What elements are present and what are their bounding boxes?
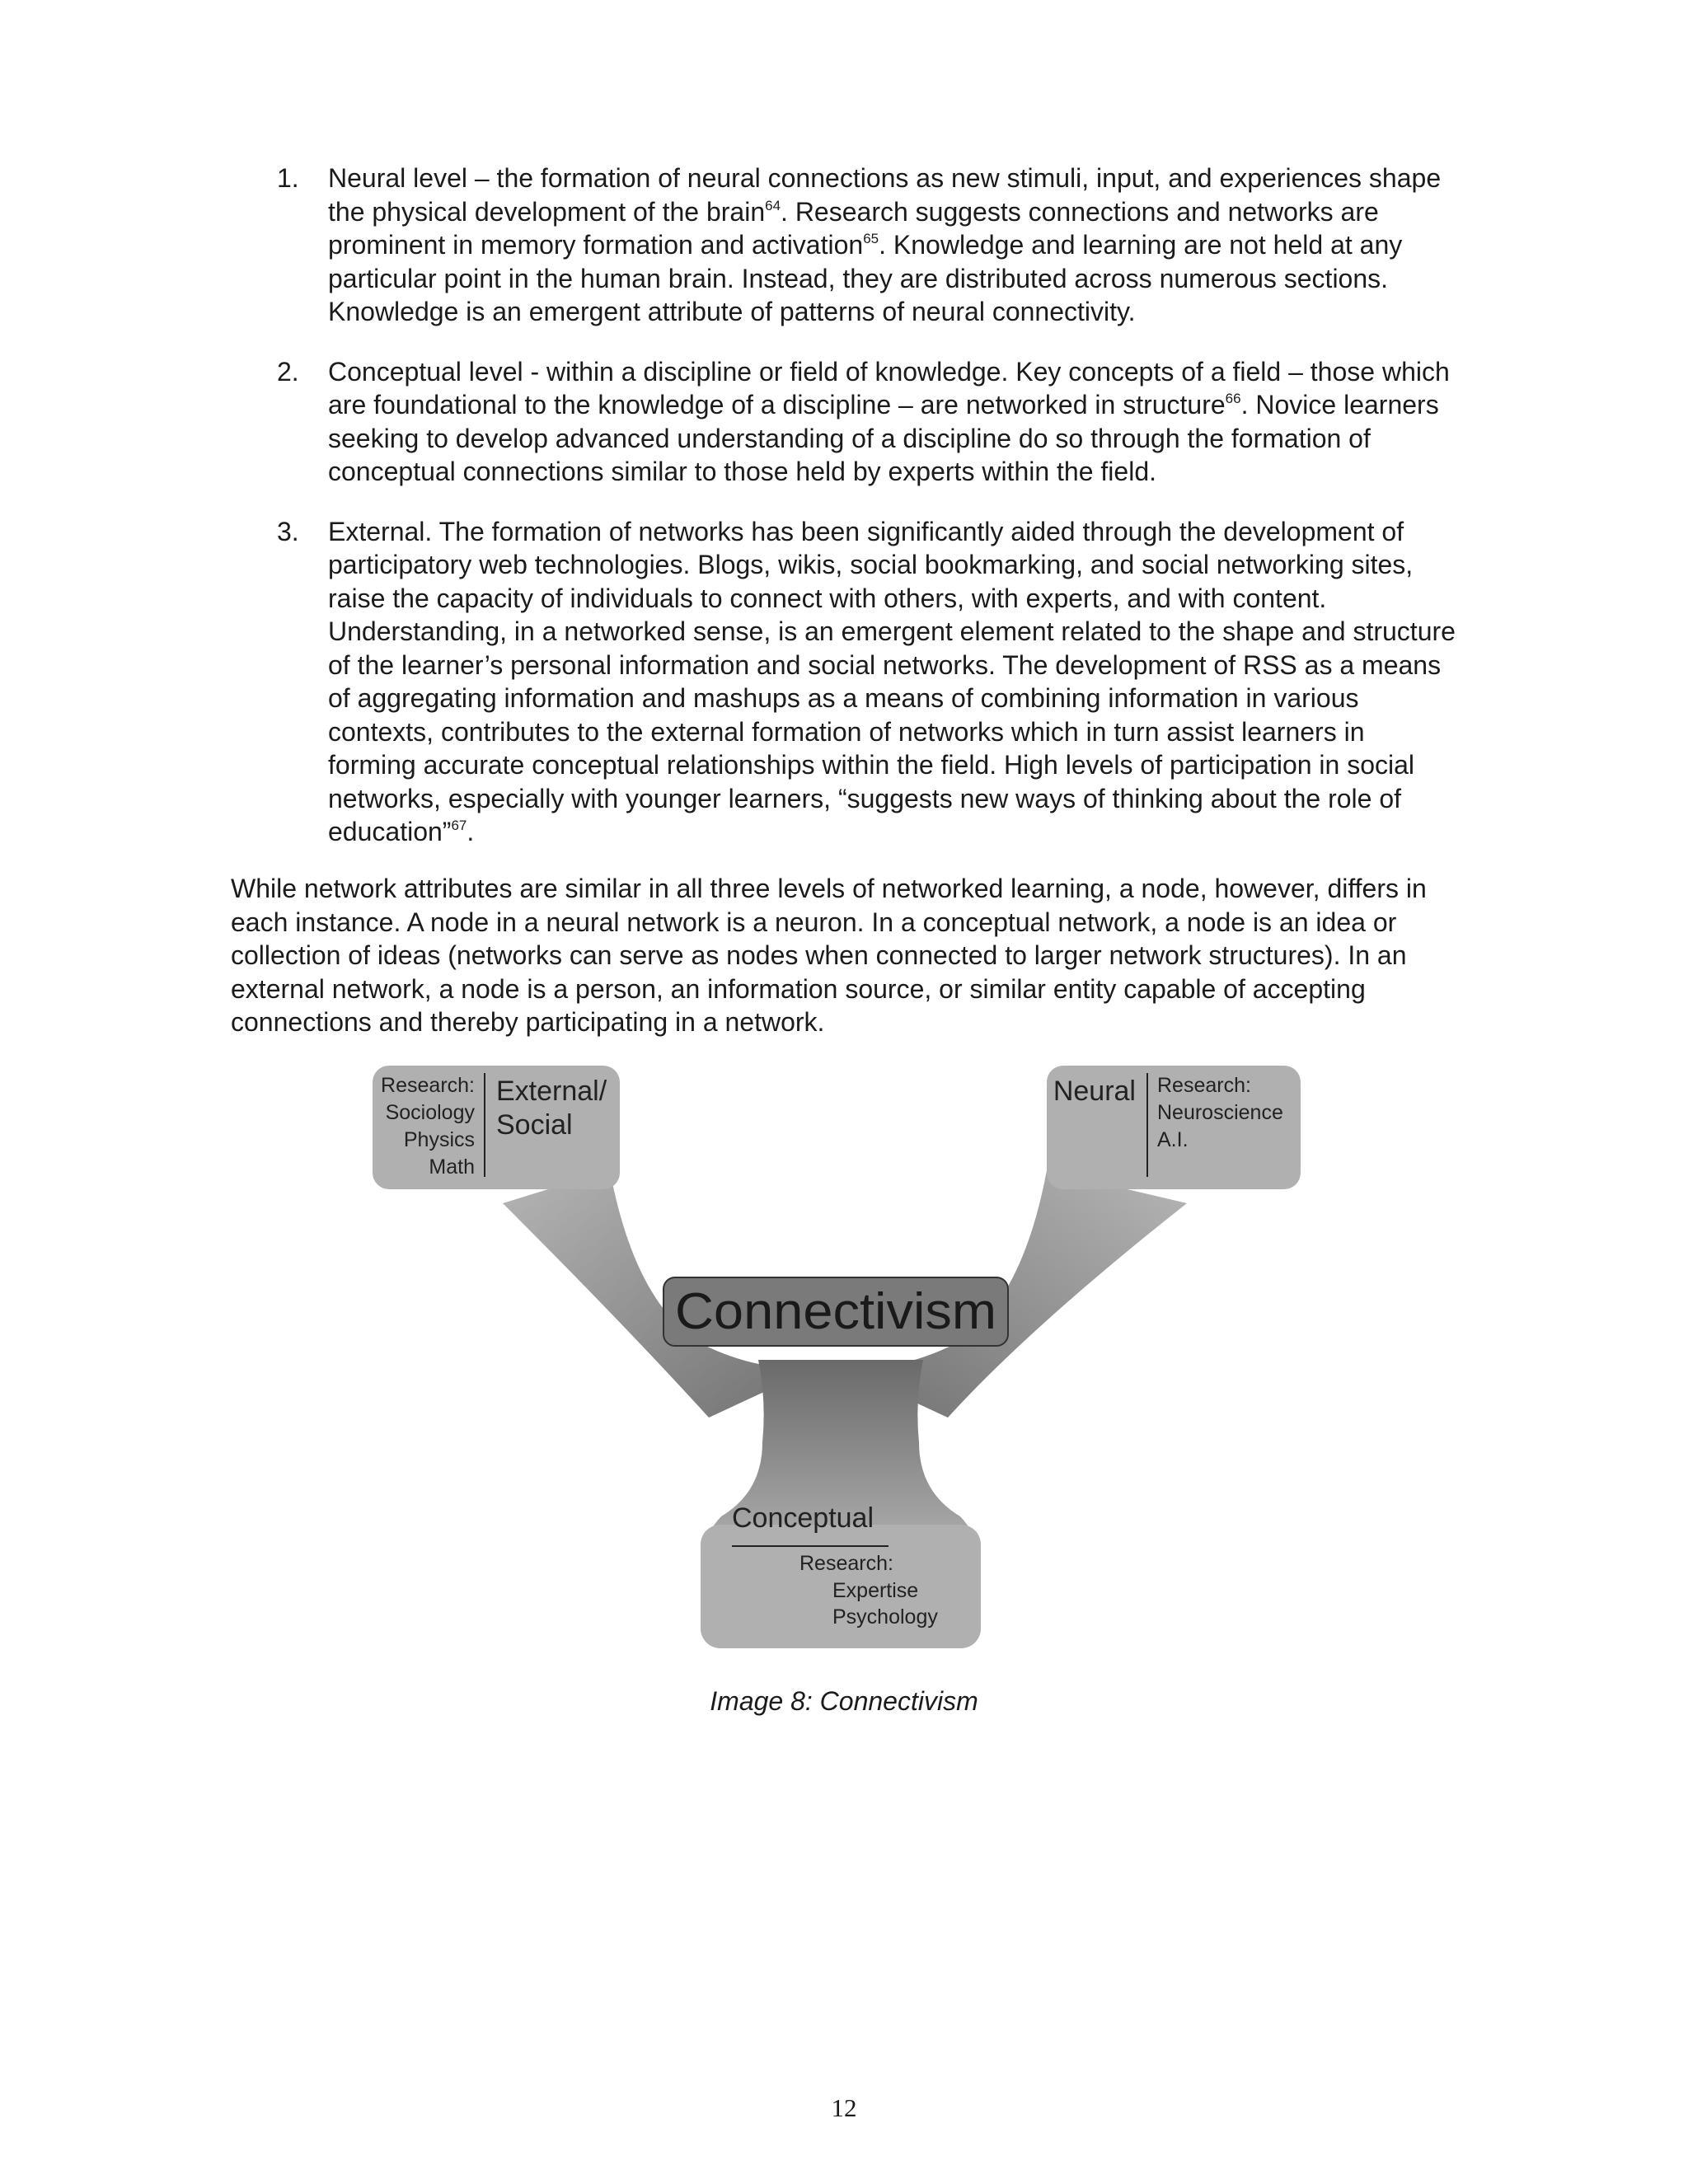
page-number: 12 xyxy=(831,2093,857,2122)
body-paragraph: While network attributes are similar in all three levels of networked learning, a node, however, differs in each instance. A node in a neural network is a neuron. In a conceptual network, a node is an idea or collection of ideas (networks can serve as nodes when connected to larger network structures). In an external network, a node is a person, an information source, or similar entity capable of accepting connections and thereby participating in a network. xyxy=(231,874,1427,1037)
external-title-line2: Social xyxy=(496,1109,573,1141)
conceptual-title: Conceptual xyxy=(732,1502,874,1534)
list-item-external xyxy=(277,515,1456,849)
list-item-text: Neural level – the formation of neural connections as new stimuli, input, and experiences shape the physical development of the brain$^{64}$. Research suggests connections and networks are prominent in memory formation and activation$^{65}$. Knowledge and learning are not held at any particular point in the human brain. Instead, they are distributed across numerous sections. Knowledge is an emergent attribute of patterns of neural connectivity. xyxy=(328,163,1442,326)
numbered-list xyxy=(277,162,1456,875)
external-title-line1: External/ xyxy=(496,1076,607,1107)
external-research-item: Sociology xyxy=(385,1101,475,1124)
connectivism-diagram xyxy=(0,1055,1688,1681)
external-research-item: Math xyxy=(429,1155,475,1179)
figure-caption: Image 8: Connectivism xyxy=(710,1686,978,1716)
footnote-ref: 66 xyxy=(1225,391,1241,406)
external-research-label: Research: xyxy=(381,1074,475,1097)
footnote-ref: 64 xyxy=(765,197,781,213)
list-number: 1. xyxy=(277,163,299,193)
footnote-ref: 67 xyxy=(451,818,467,833)
conceptual-research-label: Research: xyxy=(799,1552,893,1575)
neural-research-label: Research: xyxy=(1157,1074,1251,1097)
neural-research-item: A.I. xyxy=(1157,1128,1189,1151)
list-number: 2. xyxy=(277,356,299,387)
external-research-item: Physics xyxy=(403,1128,475,1151)
conceptual-research-item: Expertise xyxy=(832,1579,919,1602)
neural-title: Neural xyxy=(1053,1076,1136,1107)
conceptual-research-item: Psychology xyxy=(832,1605,938,1629)
footnote-ref: 65 xyxy=(863,231,879,246)
list-number: 3. xyxy=(277,516,299,546)
neural-research-item: Neuroscience xyxy=(1157,1101,1283,1124)
list-item-text: External. The formation of networks has been significantly aided through the development of participatory web technologies. Blogs, wikis, social bookmarking, and social networking sites, raise the capacity of individuals to connect with others, with experts, and with content. Understanding, in a networked sense, is an emergent element related to the shape and structure of the learner’s personal information and social networks. The development of RSS as a means of aggregating information and mashups as a means of combining information in various contexts, contributes to the external formation of networks which in turn assist learners in forming accurate conceptual relationships within the field. High levels of participation in social networks, especially with younger learners, “suggests new ways of thinking about the role of education”$^{67}$. xyxy=(328,516,1456,846)
list-item-text: Conceptual level - within a discipline or field of knowledge. Key concepts of a field – those which are foundational to the knowledge of a discipline – are networked in structure$^{66}$. Novice learners seeking to develop advanced understanding of a discipline do so through the formation of conceptual connections similar to those held by experts within the field. xyxy=(328,356,1450,486)
list-item-conceptual xyxy=(277,355,1456,489)
center-title: Connectivism xyxy=(675,1283,996,1340)
list-item-neural xyxy=(277,162,1456,329)
